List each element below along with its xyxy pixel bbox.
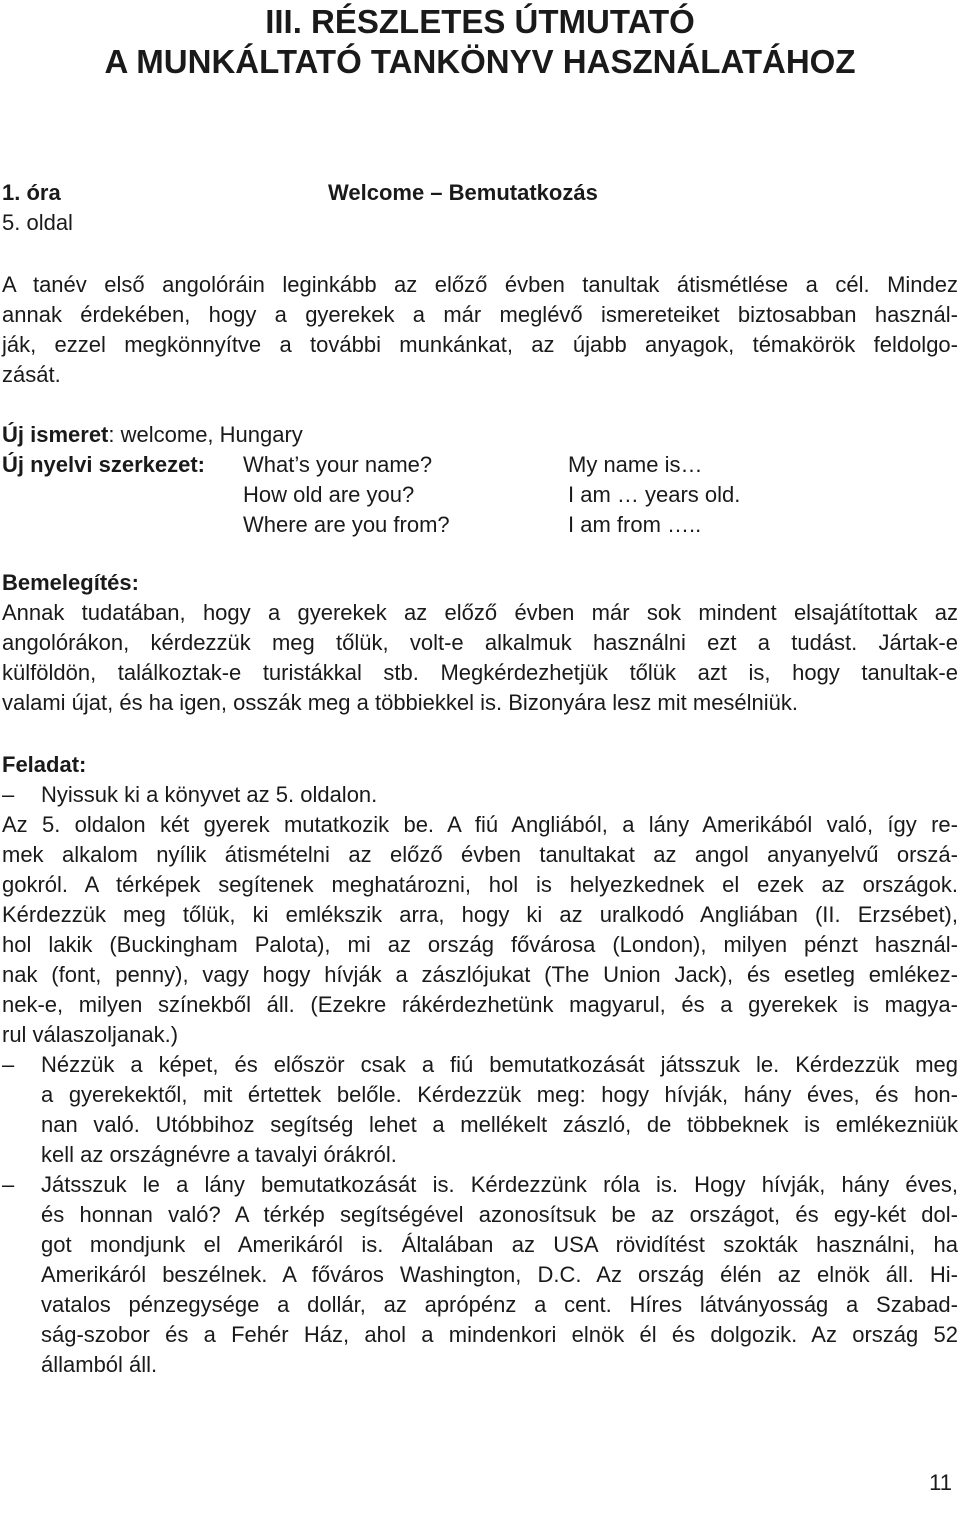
task-bullet-text: Nyissuk ki a könyvet az 5. oldalon. xyxy=(41,782,378,807)
task-line: nek-e, milyen színekből áll. (Ezekre rákérdezhetünk magyarul, és a gyerekek is magya- xyxy=(2,992,958,1017)
task-bullet-1 xyxy=(2,780,958,810)
new-structures xyxy=(2,450,958,540)
page-number: 11 xyxy=(929,1470,952,1495)
task-line: Kérdezzük meg tőlük, ki emlékszik arra, hogy ki az uralkodó Angliában (II. Erzsébet), xyxy=(2,902,958,927)
warmup-line: Annak tudatában, hogy a gyerekek az előző évben már sok mindent elsajátítottak az xyxy=(2,600,958,625)
title-line-1: III. RÉSZLETES ÚTMUTATÓ xyxy=(265,3,695,40)
task-section xyxy=(2,750,958,1380)
intro-line: zását. xyxy=(2,362,61,387)
intro-line: A tanév első angolóráin leginkább az előző évben tanultak átismétlése a cél. Mindez xyxy=(2,272,958,297)
bullet-line: kell az országnévre a tavalyi órákról. xyxy=(41,1142,397,1167)
task-bullet-3 xyxy=(2,1170,958,1380)
warmup-line: valami újat, és ha igen, osszák meg a többiekkel is. Bizonyára lesz mit mesélniük. xyxy=(2,690,799,715)
task-line: nak (font, penny), vagy hogy hívják a zászlójukat (The Union Jack), és esetleg emlékez- xyxy=(2,962,958,987)
bullet-line: és honnan való? A térkép segítségével azonosítsuk be az országot, és egy-két dol- xyxy=(41,1202,958,1227)
title-line-2: A MUNKÁLTATÓ TANKÖNYV HASZNÁLATÁHOZ xyxy=(104,43,856,80)
task-line: rul válaszoljanak.) xyxy=(2,1022,179,1047)
warmup-line: angolórákon, kérdezzük meg tőlük, volt-e alkalmuk használni ezt a tudást. Jártak-e xyxy=(2,630,958,655)
structure-answer: I am … years old. xyxy=(568,482,741,507)
task-line: mek alkalom nyílik átismételni az előző évben tanultakat az angol anyanyelvű orszá- xyxy=(2,842,958,867)
task-bullet-2 xyxy=(2,1050,958,1170)
page-title xyxy=(0,2,960,82)
dash-marker: – xyxy=(2,782,15,807)
structure-question: Where are you from? xyxy=(243,512,450,537)
new-knowledge-label: Új ismeret xyxy=(2,422,109,447)
new-knowledge-value: : welcome, Hungary xyxy=(108,422,303,447)
bullet-line: a gyerekektől, mit értettek belőle. Kérdezzük meg: hogy hívják, hány éves, és hon- xyxy=(41,1082,958,1107)
task-line: gokról. A térképek segítenek meghatározni, hol is helyezkednek el ezek az országok. xyxy=(2,872,958,897)
lesson-header xyxy=(2,178,952,238)
bullet-line: nan való. Utóbbihoz segítség lehet a mellékelt zászló, de többeknek is emlékezniük xyxy=(41,1112,958,1137)
intro-paragraph xyxy=(2,270,958,390)
bullet-line: vatalos pénzegysége a dollár, az aprópénz a cent. Híres látványosság a Szabad- xyxy=(41,1292,958,1317)
task-line: hol lakik (Buckingham Palota), mi az ország fővárosa (London), milyen pénzt használ- xyxy=(2,932,958,957)
warmup-heading: Bemelegítés: xyxy=(2,570,139,595)
warmup-line: külföldön, találkoztak-e turistákkal stb. Megkérdezhetjük tőlük azt is, hogy tanultak-e xyxy=(2,660,958,685)
task-heading: Feladat: xyxy=(2,752,87,777)
structure-answer: I am from ….. xyxy=(568,512,702,537)
structure-answer: My name is… xyxy=(568,452,703,477)
bullet-line: Nézzük a képet, és először csak a fiú bemutatkozását játsszuk le. Kérdezzük meg xyxy=(41,1052,958,1077)
structure-question: How old are you? xyxy=(243,482,415,507)
lesson-page: 5. oldal xyxy=(2,210,73,235)
task-paragraph xyxy=(2,810,958,1050)
lesson-title: Welcome – Bemutatkozás xyxy=(328,180,598,205)
intro-line: annak érdekében, hogy a gyerekek a már meglévő ismereteiket biztosabban használ- xyxy=(2,302,958,327)
bullet-line: államból áll. xyxy=(41,1352,158,1377)
warmup-section xyxy=(2,568,958,718)
dash-marker: – xyxy=(2,1172,15,1197)
bullet-line: Játsszuk le a lány bemutatkozását is. Kérdezzünk róla is. Hogy hívják, hány éves, xyxy=(41,1172,958,1197)
dash-marker: – xyxy=(2,1052,15,1077)
new-structures-label: Új nyelvi szerkezet: xyxy=(2,452,205,477)
bullet-line: ság-szobor és a Fehér Ház, ahol a mindenkori elnök él és dolgozik. Az ország 52 xyxy=(41,1322,958,1347)
bullet-line: Amerikáról beszélnek. A főváros Washington, D.C. Az ország élén az elnök áll. Hi- xyxy=(41,1262,958,1287)
bullet-line: got mondjunk el Amerikáról is. Általában az USA rövidítést szokták használni, ha xyxy=(41,1232,958,1257)
intro-line: ják, ezzel megkönnyítve a további munkánkat, az újabb anyagok, témakörök feldolgo- xyxy=(2,332,958,357)
task-line: Az 5. oldalon két gyerek mutatkozik be. A fiú Angliából, a lány Amerikából való, így re- xyxy=(2,812,958,837)
new-knowledge xyxy=(2,420,958,450)
structure-question: What’s your name? xyxy=(243,452,433,477)
lesson-number: 1. óra xyxy=(2,180,61,205)
